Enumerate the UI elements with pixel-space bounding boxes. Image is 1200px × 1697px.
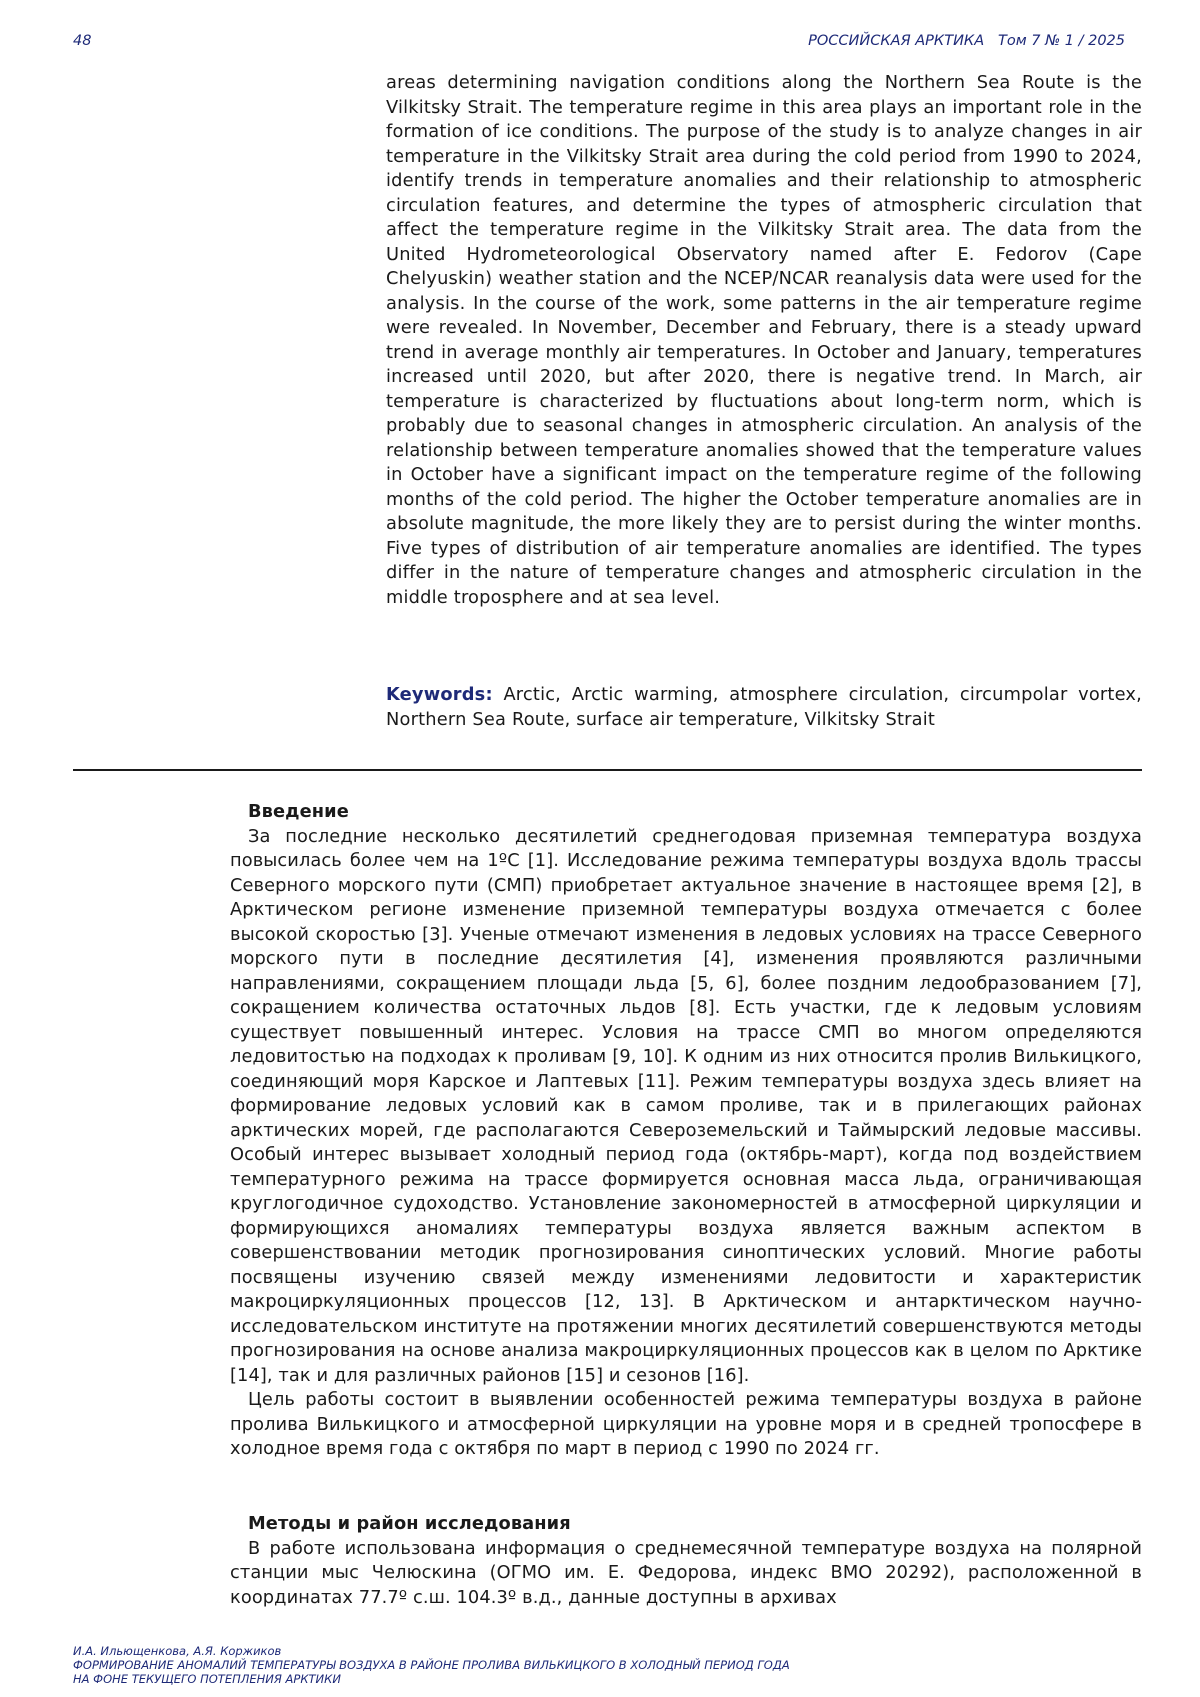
footer-authors: И.А. Ильющенкова, А.Я. Коржиков <box>73 1644 282 1658</box>
issue-info: Том 7 № 1 / 2025 <box>997 33 1125 49</box>
methods-heading: Методы и район исследования <box>248 1513 571 1534</box>
section-divider <box>73 769 1142 771</box>
keywords-label: Keywords: <box>386 684 493 705</box>
journal-title: РОССИЙСКАЯ АРКТИКА <box>808 33 985 49</box>
methods-section <box>230 1512 1142 1610</box>
page-number: 48 <box>73 33 92 49</box>
introduction-section <box>230 800 1142 1462</box>
footer-title-line-1: ФОРМИРОВАНИЕ АНОМАЛИЙ ТЕМПЕРАТУРЫ ВОЗДУХА В РАЙОНЕ ПРОЛИВА ВИЛЬКИЦКОГО В ХОЛОДНЫЙ ПЕРИОД ГОДА <box>73 1658 790 1672</box>
keywords-text: Arctic, Arctic warming, atmosphere circulation, circumpolar vortex, Northern Sea Route, surface air temperature, Vilkitsky Strait <box>386 684 1142 730</box>
introduction-paragraph-2: Цель работы состоит в выявлении особенностей режима температуры воздуха в районе пролива Вилькицкого и атмосферной циркуляции на уровне моря и в средней тропосфере в холодное время года с октября по март в период с 1990 по 2024 гг. <box>230 1389 1142 1459</box>
keywords <box>386 683 1142 732</box>
introduction-heading: Введение <box>248 801 349 822</box>
methods-paragraph-1: В работе использована информация о среднемесячной температуре воздуха на полярной станции мыс Челюскина (ОГМО им. Е. Федорова, индекс ВМО 20292), расположенной в координатах 77.7º с.ш. 104.3º в.д., данные доступны в архивах <box>230 1537 1142 1608</box>
abstract <box>386 71 1142 610</box>
introduction-paragraph-1: За последние несколько десятилетий среднегодовая приземная температура воздуха повысилась более чем на 1ºС [1]. Исследование режима температуры воздуха вдоль трассы Северного морского пути (СМП) приобретает актуальное значение в настоящее время [2], в Арктическом регионе изменение приземной температуры воздуха отмечается с более высокой скоростью [3]. Ученые отмечают изменения в ледовых условиях на трассе Северного морского пути в последние десятилетия [4], изменения проявляются различными направлениями, сокращением площади льда [5, 6], более поздним ледообразованием [7], сокращением количества остаточных льдов [8]. Есть участки, где к ледовым условиям существует повышенный интерес. Условия на трассе СМП во многом определяются ледовитостью на подходах к проливам [9, 10]. К одним из них относится пролив Вилькицкого, соединяющий моря Карское и Лаптевых [11]. Режим температуры воздуха здесь влияет на формирование ледовых условий как в самом проливе, так и в прилегающих районах арктических морей, где располагаются Североземельский и Таймырский ледовые массивы. Особый интерес вызывает холодный период года (октябрь-март), когда под воздействием температурного режима на трассе формируется основная масса льда, ограничивающая круглогодичное судоходство. Установление закономерностей в атмосферной циркуляции и формирующихся аномалиях температуры воздуха является важным аспектом в совершенствовании методик прогнозирования синоптических условий. Многие работы посвящены изучению связей между изменениями ледовитости и характеристик макроциркуляционных процессов [12, 13]. В Арктическом и антарктическом научно-исследовательском институте на протяжении многих десятилетий совершенствуются методы прогнозирования на основе анализа макроциркуляционных процессов как в целом по Арктике [14], так и для различных районов [15] и сезонов [16]. <box>230 825 1142 1386</box>
footer-title-line-2: НА ФОНЕ ТЕКУЩЕГО ПОТЕПЛЕНИЯ АРКТИКИ <box>73 1672 341 1686</box>
running-header <box>808 33 1125 49</box>
abstract-text: areas determining navigation conditions along the Northern Sea Route is the Vilkitsky Strait. The temperature regime in this area plays an important role in the formation of ice conditions. The purpose of the study is to analyze changes in air temperature in the Vilkitsky Strait area during the cold period from 1990 to 2024, identify trends in temperature anomalies and their relationship to atmospheric circulation features, and determine the types of atmospheric circulation that affect the temperature regime in the Vilkitsky Strait area. The data from the United Hydrometeorological Observatory named after E. Fedorov (Cape Chelyuskin) weather station and the NCEP/NCAR reanalysis data were used for the analysis. In the course of the work, some patterns in the air temperature regime were revealed. In November, December and February, there is a steady upward trend in average monthly air temperatures. In October and January, temperatures increased until 2020, but after 2020, there is negative trend. In March, air temperature is characterized by fluctuations about long-term norm, which is probably due to seasonal changes in atmospheric circulation. An analysis of the relationship between temperature anomalies showed that the temperature values in October have a significant impact on the temperature regime of the following months of the cold period. The higher the October temperature anomalies are in absolute magnitude, the more likely they are to persist during the winter months. Five types of distribution of air temperature anomalies are identified. The types differ in the nature of temperature changes and atmospheric circulation in the middle troposphere and at sea level. <box>386 72 1142 608</box>
page-footer <box>73 1644 790 1686</box>
